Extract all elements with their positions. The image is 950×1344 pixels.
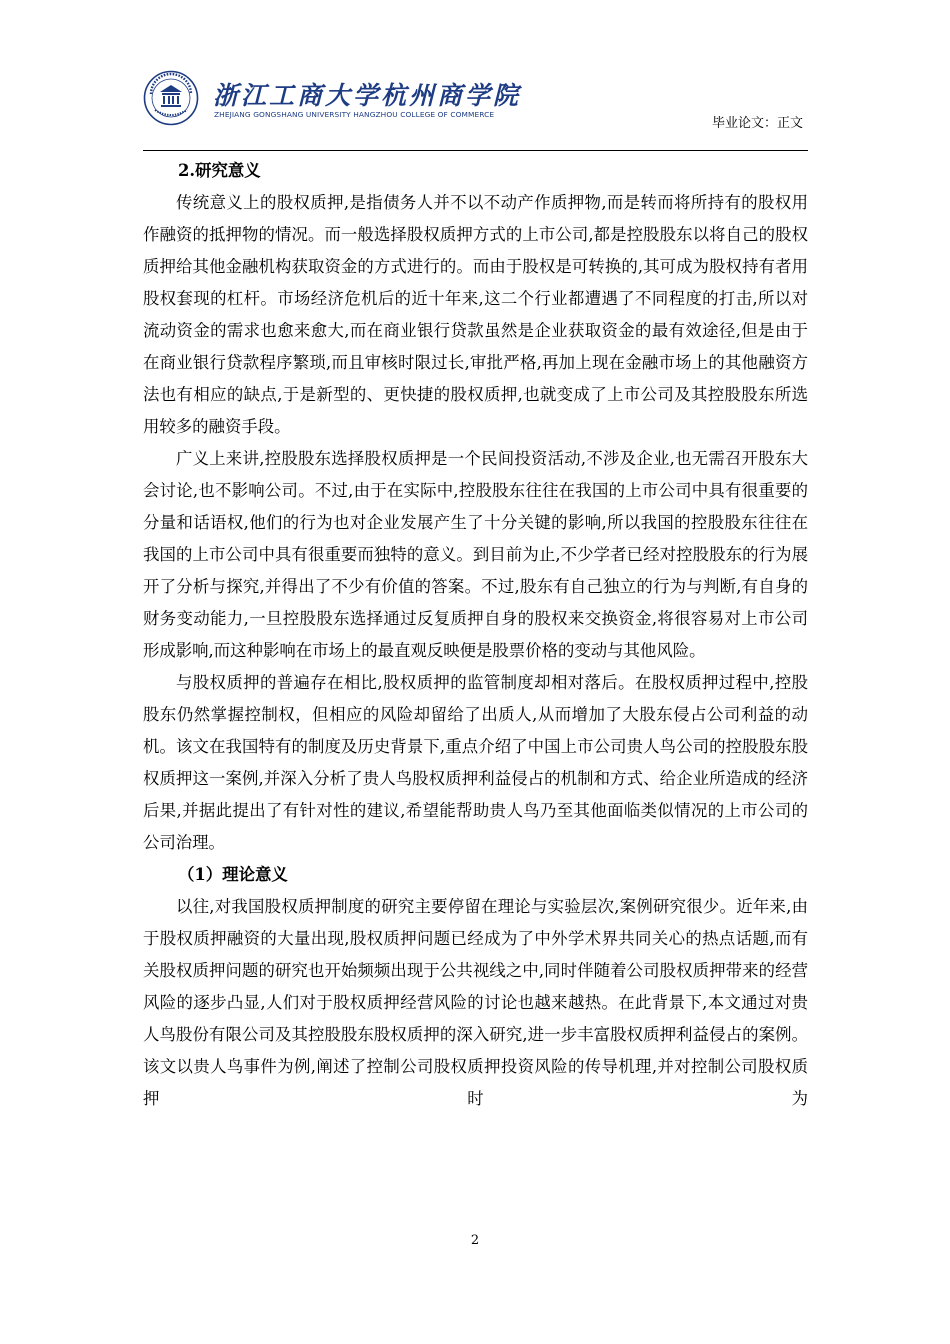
paragraph: 传统意义上的股权质押,是指债务人并不以不动产作质押物,而是转而将所持有的股权用作融资的抵押物的情况。而一般选择股权质押方式的上市公司,都是控股股东以将自己的股权质押给其他金融机构获取资金的方式进行的。而由于股权是可转换的,其可成为股权持有者用股权套现的杠杆。市场经济危机后的近十年来,这二个行业都遭遇了不同程度的打击,所以对流动资金的需求也愈来愈大,而在商业银行贷款虽然是企业获取资金的最有效途径,但是由于在商业银行贷款程序繁琐,而且审核时限过长,审批严格,再加上现在金融市场上的其他融资方法也有相应的缺点,于是新型的、更快捷的股权质押,也就变成了上市公司及其控股股东所选用较多的融资手段。 [143, 193, 808, 436]
university-seal-icon [143, 70, 199, 126]
paragraph: 以往,对我国股权质押制度的研究主要停留在理论与实验层次,案例研究很少。近年来,由于股权质押融资的大量出现,股权质押问题已经成为了中外学术界共同关心的热点话题,而有关股权质押问题的研究也开始频频出现于公共视线之中,同时伴随着公司股权质押带来的经营风险的逐步凸显,人们对于股权质押经营风险的讨论也越来越热。在此背景下,本文通过对贵人鸟股份有限公司及其控股股东股权质押的深入研究,进一步丰富股权质押利益侵占的案例。该文以贵人鸟事件为例,阐述了控制公司股权质押投资风险的传导机理,并对控制公司股权质押时为 [143, 897, 808, 1108]
document-body [143, 155, 808, 1115]
header-divider [143, 150, 808, 151]
page-header [143, 68, 808, 152]
paragraph: 与股权质押的普遍存在相比,股权质押的监管制度却相对落后。在股权质押过程中,控股股东仍然掌握控制权，但相应的风险却留给了出质人,从而增加了大股东侵占公司利益的动机。该文在我国特有的制度及历史背景下,重点介绍了中国上市公司贵人鸟公司的控股股东股权质押这一案例,并深入分析了贵人鸟股权质押利益侵占的机制和方式、给企业所造成的经济后果,并据此提出了有针对性的建议,希望能帮助贵人鸟乃至其他面临类似情况的上市公司的公司治理。 [143, 673, 808, 852]
paragraph: 广义上来讲,控股股东选择股权质押是一个民间投资活动,不涉及企业,也无需召开股东大会讨论,也不影响公司。不过,由于在实际中,控股股东往往在我国的上市公司中具有很重要的分量和话语权,他们的行为也对企业发展产生了十分关键的影响,所以我国的控股股东往往在我国的上市公司中具有很重要而独特的意义。到目前为止,不少学者已经对控股股东的行为展开了分析与探究,并得出了不少有价值的答案。不过,股东有自己独立的行为与判断,有自身的财务变动能力,一旦控股股东选择通过反复质押自身的股权来交换资金,将很容易对上市公司形成影响,而这种影响在市场上的最直观反映便是股票价格的变动与其他风险。 [143, 449, 808, 660]
header-label: 毕业论文：正文 [711, 116, 803, 131]
section-heading: 2.研究意义 [178, 161, 261, 180]
subsection-heading: （1）理论意义 [178, 865, 288, 884]
page-number: 2 [470, 1233, 480, 1248]
brand-name-english: ZHEJIANG GONGSHANG UNIVERSITY HANGZHOU COLLEGE OF COMMERCE [214, 110, 495, 119]
brand-name-chinese: 浙江工商大学杭州商学院 [213, 81, 522, 110]
